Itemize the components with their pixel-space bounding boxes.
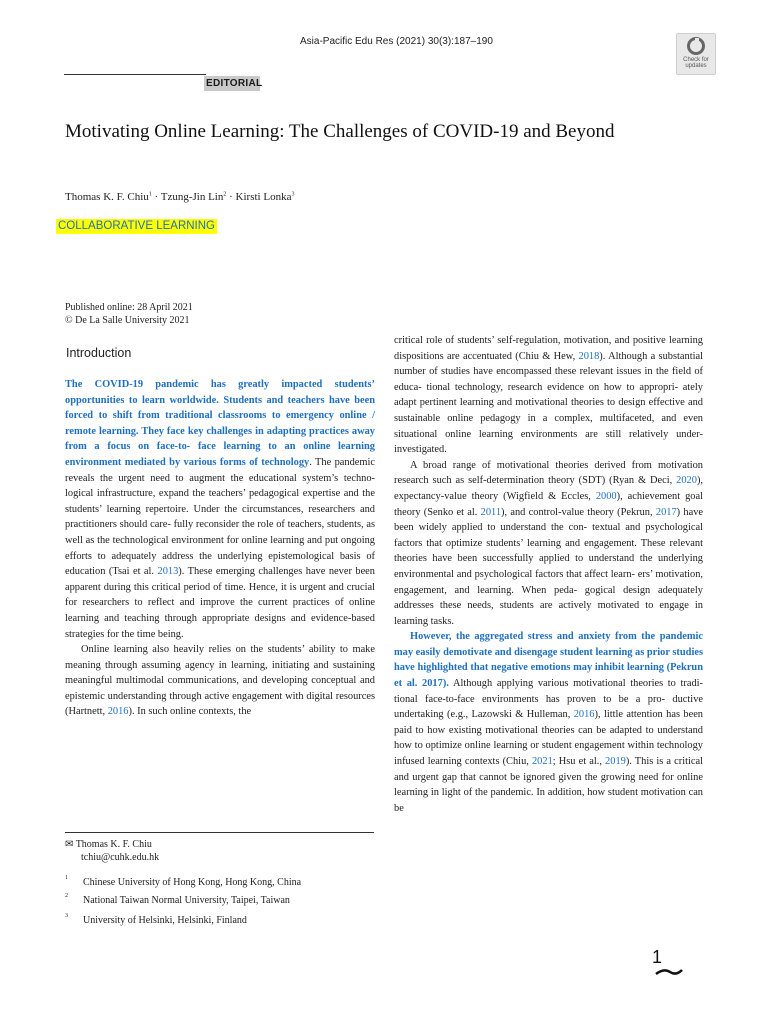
update-icon (687, 37, 705, 55)
badge-label: Check for updates (683, 57, 709, 69)
article-title: Motivating Online Learning: The Challenges of COVID-19 and Beyond (65, 121, 615, 142)
affiliation-number: 1 (65, 875, 68, 881)
page-number: 1 (652, 947, 663, 967)
header-rule (64, 74, 206, 75)
corresponding-author-name: ✉ Thomas K. F. Chiu (65, 839, 152, 850)
keyword-highlight: COLLABORATIVE LEARNING (58, 220, 215, 232)
citation-link[interactable]: 2019 (605, 756, 626, 768)
right-column (394, 333, 703, 816)
page-turn-icon (654, 966, 684, 978)
citation-link[interactable]: 2000 (595, 490, 617, 502)
publication-info (65, 301, 193, 327)
paragraph: Online learning also heavily relies on the students’ ability to make meaning through assuming agency in learning, initiating and sustaining meaningful multimodal communications, and developing conceptual and epistemic understanding through active engagement with digital resources (Hartnett, 2016). In such online contexts, the (65, 644, 375, 718)
author-separator: · (151, 191, 161, 203)
journal-citation: Asia-Pacific Edu Res (2021) 30(3):187–190 (300, 36, 493, 47)
citation-link[interactable]: 2016 (573, 709, 595, 721)
author-affiliation-mark: 2 (223, 191, 227, 198)
affiliation-text: Chinese University of Hong Kong, Hong Kong, China (83, 877, 302, 888)
citation-link[interactable]: 2016 (107, 706, 129, 718)
citation-link[interactable]: 2020 (676, 475, 697, 487)
paragraph: However, the aggregated stress and anxiety from the pandemic may easily demotivate and disengage student learning as prior studies have highlighted that negative emotions may inhibit learning (Pekrun et al. 2017). Although applying various motivational theories to tradi- tional face-to-face environments has proven to be a pro- ductive undertaking (e.g., Lazowski & Hulleman, 2016), little attention has been paid to how existing motivational theories can be adapted to understand how to optimize online learning or student engagement within technology infused learning contexts (Chiu, 2021; Hsu et al., 2019). This is a critical and urgent gap that cannot be ignored given the growing need for online learning in light of the pandemic. In addition, how student motivation can be (394, 631, 704, 814)
published-date: Published online: 28 April 2021 (65, 302, 193, 313)
author-name[interactable]: Thomas K. F. Chiu (65, 191, 149, 203)
footnote-rule (65, 832, 374, 833)
corresponding-author (65, 838, 159, 864)
paragraph: critical role of students’ self-regulation, motivation, and positive learning dispositions are accentuated (Chiu & Hew, 2018). Although a substantial number of studies have encompassed these relevant issues in the field of educa- tional technology, research evidence on how to appropri- ately adapt pertinent learning and motivational theories to design effective and sustainable online pedagogy in a complex, multifaceted, and even situational online learning environments are still relatively under-investigated. (394, 335, 703, 456)
author-affiliation-mark: 3 (291, 191, 295, 198)
author-affiliation-mark: 1 (148, 191, 152, 198)
citation-link[interactable]: 2011 (480, 506, 502, 518)
citation-link[interactable]: 2021 (531, 756, 553, 768)
affiliation-number: 3 (65, 913, 68, 919)
author-separator: · (226, 191, 236, 203)
left-column (65, 377, 375, 720)
affiliation-text: National Taiwan Normal University, Taipei, Taiwan (83, 895, 290, 906)
paragraph: The COVID-19 pandemic has greatly impacted students’ opportunities to learn worldwide. Students and teachers have been forced to shift from traditional classrooms to emergency online / remote learning. They face key challenges in adapting practices away from a focus on face-to- face learning to an online learning environment mediated by various forms of technology. The pandemic reveals the urgent need to augment the educational system’s techno- logical infrastructure, expand the teachers’ pedagogical expertise and the students’ learning repertoire. Under the circumstances, researchers and practitioners should care- fully reconsider the role of teachers, students, as well as the technological environment for online learning and put ongoing efforts to adequately address the underlying epistemological basis of education (Tsai et al. 2013). These emerging challenges have never been apparent during this critical period of time. Hence, it is urgent and crucial for researchers to reflect and improve the current practices of online learning and teaching through appropriate designs and evidence-based strategies for the time being. (65, 379, 376, 640)
check-for-updates-badge[interactable] (676, 33, 716, 75)
paragraph: A broad range of motivational theories derived from motivation research such as self-determination theory (SDT) (Ryan & Deci, 2020), expectancy-value theory (Wigfield & Eccles, 2000), achievement goal theory (Senko et al. 2011), and control-value theory (Pekrun, 2017) have been widely applied to understand the con- textual and psychological factors that optimize students’ learning and engagement. These relevant theories have been successfully applied to understand the underlying environmental and psychological factors that affect learn- ers’ motivation, engagement, and learning. When peda- gogical design adequately addresses these needs, students are actively motivated to engage in learning tasks. (394, 459, 703, 627)
affiliation-number: 2 (65, 893, 68, 899)
section-label: EDITORIAL (206, 78, 263, 89)
highlighted-sentence: The COVID-19 pandemic has greatly impacted students’ opportunities to learn worldwide (65, 379, 375, 406)
author-list (65, 191, 294, 203)
section-heading-introduction: Introduction (66, 346, 132, 360)
author-name[interactable]: Tzung-Jin Lin (160, 191, 224, 203)
citation-link[interactable]: 2018 (578, 350, 600, 362)
highlighted-sentence: Students and teachers have been forced to shift from traditional classrooms to emergency online / remote learning. They face key challenges in adapting practices away from a focus on face-to- face learning to an online learning environment mediated by various forms of technology (65, 394, 376, 468)
copyright: © De La Salle University 2021 (65, 315, 190, 326)
author-name[interactable]: Kirsti Lonka (235, 191, 292, 203)
citation-link[interactable]: 2013 (157, 566, 179, 578)
affiliation-text: University of Helsinki, Helsinki, Finland (83, 915, 247, 926)
citation-link[interactable]: 2017 (655, 506, 677, 518)
highlighted-sentence: However, the aggregated stress and anxiety from the pandemic may easily demotivate and disengage student learning as prior studies have highlighted that negative emotions may inhibit learning (Pekrun et al. 2017). (394, 631, 703, 690)
corresponding-author-email[interactable]: tchiu@cuhk.edu.hk (81, 852, 160, 863)
